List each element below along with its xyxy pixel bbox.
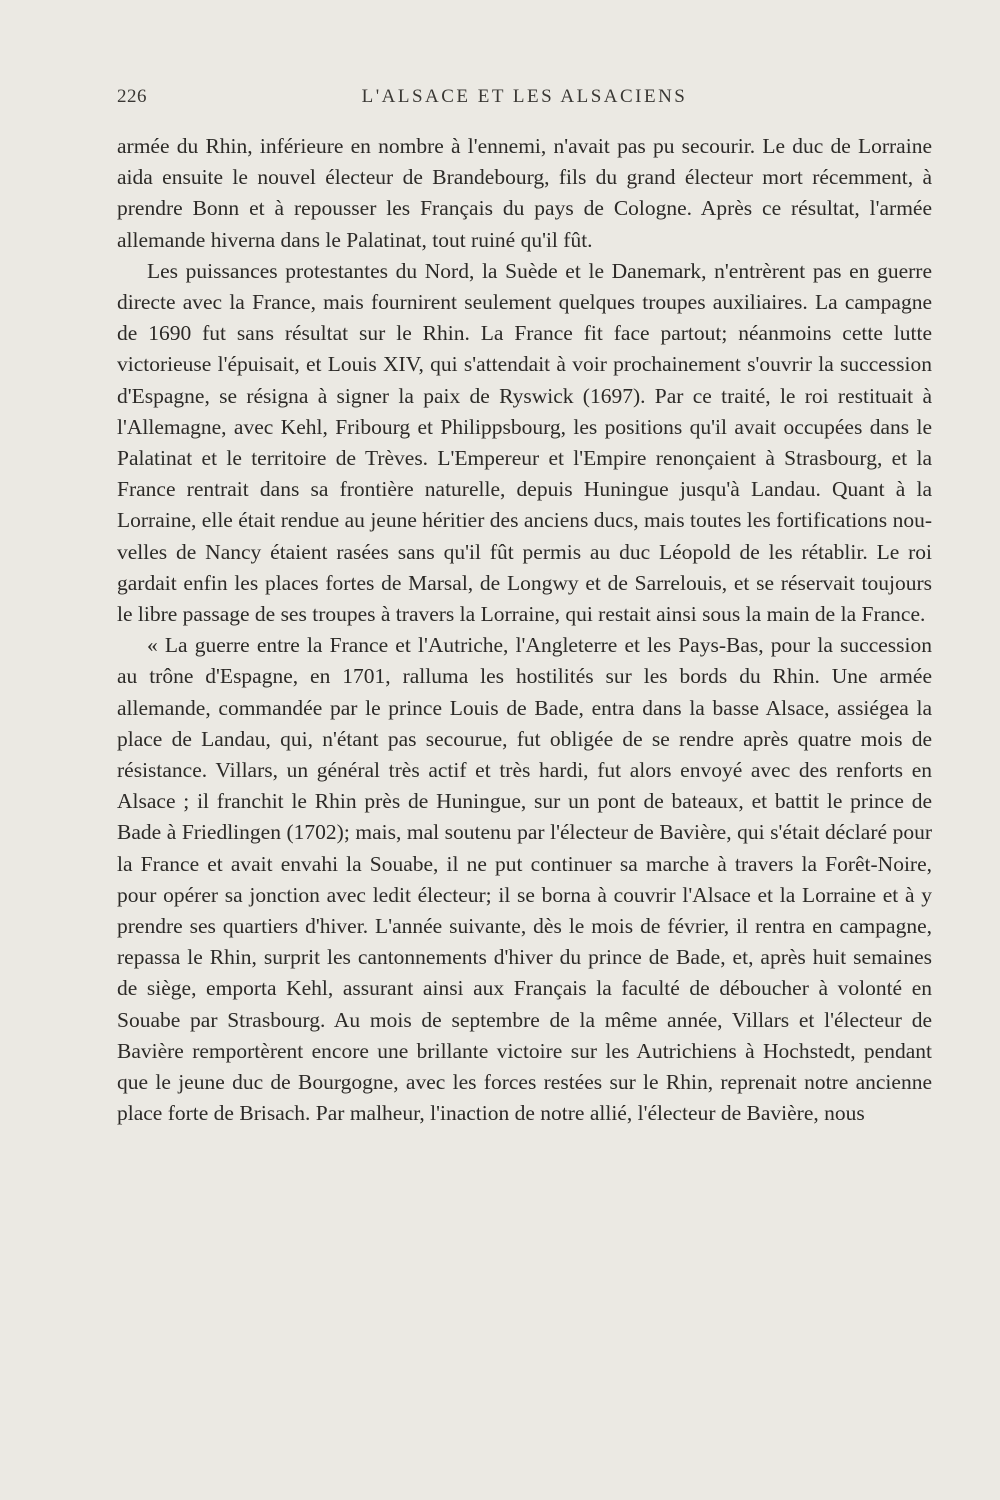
paragraph-quotation: « La guerre entre la France et l'Autriche, l'Angleterre et les Pays-Bas, pour la succession au trône d'Espagne, en 1701, ralluma les hostilités sur les bords du Rhin. Une armée allemande, commandée par le prince Louis de Bade, entra dans la basse Alsace, assiégea la place de Landau, qui, n'étant pas secourue, fut obligée de se rendre après quatre mois de résistance. Villars, un général très actif et très hardi, fut alors envoyé avec des renforts en Alsace ; il franchit le Rhin près de Huningue, sur un pont de bateaux, et battit le prince de Bade à Friedlingen (1702); mais, mal soutenu par l'électeur de Bavière, qui s'était déclaré pour la France et avait envahi la Souabe, il ne put continuer sa marche à travers la Forêt-Noire, pour opérer sa jonction avec ledit électeur; il se borna à couvrir l'Alsace et la Lorraine et à y prendre ses quartiers d'hiver. L'année suivante, dès le mois de février, il rentra en campagne, repassa le Rhin, surprit les cantonnements d'hiver du prince de Bade, et, après huit semaines de siège, emporta Kehl, assurant ainsi aux Français la faculté de déboucher à volonté en Souabe par Strasbourg. Au mois de septembre de la même année, Villars et l'électeur de Bavière remportèrent encore une brillante victoire sur les Autrichiens à Hochstedt, pendant que le jeune duc de Bourgogne, avec les forces restées sur le Rhin, reprenait notre ancienne place forte de Brisach. Par malheur, l'inaction de notre allié, l'électeur de Bavière, nous <box>117 633 932 1126</box>
body-text <box>117 131 932 1130</box>
running-title: L'ALSACE ET LES ALSACIENS <box>361 86 688 107</box>
paragraph-continued: armée du Rhin, inférieure en nombre à l'ennemi, n'avait pas pu secourir. Le duc de Lorraine aida ensuite le nouvel électeur de Brandebourg, fils du grand électeur mort récemment, à prendre Bonn et à repousser les Français du pays de Cologne. Après ce résultat, l'armée allemande hiverna dans le Palatinat, tout ruiné qu'il fût. <box>117 134 932 252</box>
paragraph: Les puissances protestantes du Nord, la Suède et le Danemark, n'entrèrent pas en guerre directe avec la France, mais fournirent seulement quelques troupes auxiliaires. La campagne de 1690 fut sans résultat sur le Rhin. La France fit face partout; néanmoins cette lutte victorieuse l'épuisait, et Louis XIV, qui s'attendait à voir prochainement s'ouvrir la succession d'Espagne, se résigna à signer la paix de Ryswick (1697). Par ce traité, le roi restituait à l'Allemagne, avec Kehl, Fribourg et Philippsbourg, les positions qu'il avait occupées dans le Palatinat et le territoire de Trèves. L'Empereur et l'Empire renonçaient à Strasbourg, et la France rentrait dans sa frontière naturelle, depuis Huningue jusqu'à Landau. Quant à la Lorraine, elle était rendue au jeune héritier des anciens ducs, mais toutes les fortifications nouvelles de Nancy étaient rasées sans qu'il fût permis au duc Léopold de les rétablir. Le roi gardait enfin les places fortes de Marsal, de Longwy et de Sarrelouis, et se réservait toujours le libre passage de ses troupes à travers la Lorraine, qui restait ainsi sous la main de la France. <box>117 258 932 627</box>
page-number: 226 <box>117 86 147 107</box>
running-head <box>117 86 932 114</box>
